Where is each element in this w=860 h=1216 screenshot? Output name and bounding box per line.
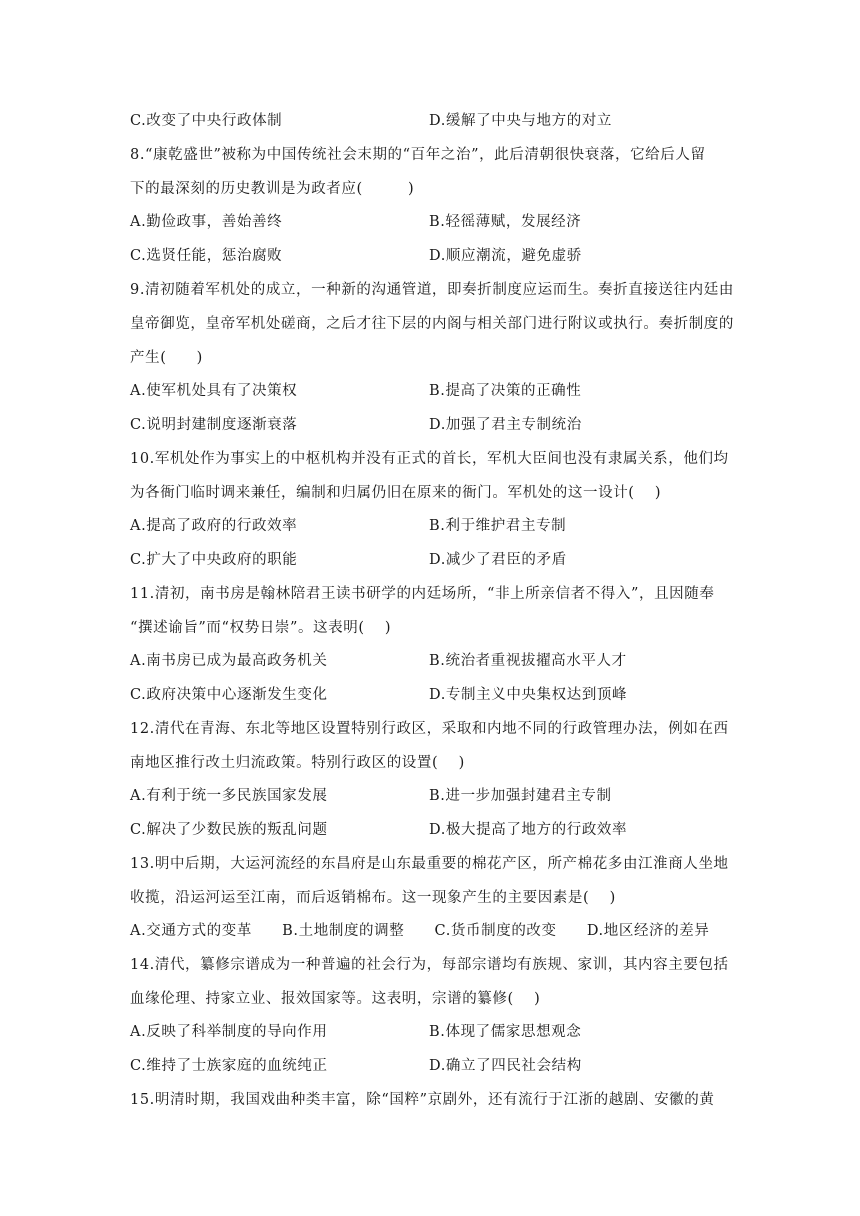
q10-option-d: D.减少了君臣的矛盾 bbox=[429, 552, 567, 568]
q11-option-d: D.专制主义中央集权达到顶峰 bbox=[429, 687, 628, 703]
q12-option-c: C.解决了少数民族的叛乱问题 bbox=[130, 822, 328, 838]
q9-option-a: A.使军机处具有了决策权 bbox=[130, 383, 298, 399]
q9-option-d: D.加强了君主专制统治 bbox=[429, 417, 582, 433]
q7-option-d: D.缓解了中央与地方的对立 bbox=[429, 113, 613, 129]
q10-stem-line-2: 为各衙门临时调来兼任，编制和归属仍旧在原来的衙门。军机处的这一设计( ) bbox=[130, 485, 662, 501]
q8-option-d: D.顺应潮流，避免虚骄 bbox=[429, 248, 582, 264]
q12-option-d: D.极大提高了地方的行政效率 bbox=[429, 822, 628, 838]
q13-stem-line-1: 13.明中后期，大运河流经的东昌府是山东最重要的棉花产区，所产棉花多由江淮商人坐地 bbox=[130, 856, 729, 872]
q14-option-b: B.体现了儒家思想观念 bbox=[429, 1024, 582, 1040]
q11-stem-line-1: 11.清初，南书房是翰林陪君王读书研学的内廷场所，“非上所亲信者不得入”，且因随奉 bbox=[130, 586, 715, 602]
q13-options-row: A.交通方式的变革 B.土地制度的调整 C.货币制度的改变 D.地区经济的差异 bbox=[130, 923, 710, 939]
q9-stem-line-3: 产生( ) bbox=[130, 350, 203, 366]
q14-option-a: A.反映了科举制度的导向作用 bbox=[130, 1024, 328, 1040]
q11-option-a: A.南书房已成为最高政务机关 bbox=[130, 653, 328, 669]
q9-stem-line-2: 皇帝御览，皇帝军机处磋商，之后才往下层的内阁与相关部门进行附议或执行。奏折制度的 bbox=[130, 316, 734, 332]
q13-stem-line-2: 收揽，沿运河运至江南，而后返销棉布。这一现象产生的主要因素是( ) bbox=[130, 890, 616, 906]
q12-stem-line-2: 南地区推行改土归流政策。特别行政区的设置( ) bbox=[130, 755, 465, 771]
q11-option-b: B.统治者重视拔擢高水平人才 bbox=[429, 653, 627, 669]
q8-option-b: B.轻徭薄赋，发展经济 bbox=[429, 214, 582, 230]
q10-option-c: C.扩大了中央政府的职能 bbox=[130, 552, 298, 568]
q14-option-d: D.确立了四民社会结构 bbox=[429, 1058, 582, 1074]
q8-option-a: A.勤俭政事，善始善终 bbox=[130, 214, 283, 230]
q12-stem-line-1: 12.清代在青海、东北等地区设置特别行政区，采取和内地不同的行政管理办法，例如在西 bbox=[130, 721, 729, 737]
q9-stem-line-1: 9.清初随着军机处的成立，一种新的沟通管道，即奏折制度应运而生。奏折直接送往内廷由 bbox=[130, 282, 734, 298]
q8-stem-line-1: 8.“康乾盛世”被称为中国传统社会末期的“百年之治”，此后清朝很快衰落，它给后人留 bbox=[130, 147, 706, 163]
q14-stem-line-2: 血缘伦理、持家立业、报效国家等。这表明，宗谱的纂修( ) bbox=[130, 991, 541, 1007]
q11-option-c: C.政府决策中心逐渐发生变化 bbox=[130, 687, 328, 703]
q9-option-c: C.说明封建制度逐渐衰落 bbox=[130, 417, 298, 433]
q15-stem-line-1: 15.明清时期，我国戏曲种类丰富，除“国粹”京剧外，还有流行于江浙的越剧、安徽的黄 bbox=[130, 1092, 715, 1108]
q10-option-b: B.利于维护君主专制 bbox=[429, 518, 567, 534]
q12-option-b: B.进一步加强封建君主专制 bbox=[429, 788, 612, 804]
q7-option-c: C.改变了中央行政体制 bbox=[130, 113, 283, 129]
q10-stem-line-1: 10.军机处作为事实上的中枢机构并没有正式的首长，军机大臣间也没有隶属关系，他们均 bbox=[130, 451, 729, 467]
q14-option-c: C.维持了士族家庭的血统纯正 bbox=[130, 1058, 328, 1074]
q10-option-a: A.提高了政府的行政效率 bbox=[130, 518, 298, 534]
q9-option-b: B.提高了决策的正确性 bbox=[429, 383, 582, 399]
q11-stem-line-2: “撰述谕旨”而“权势日崇”。这表明( ) bbox=[130, 620, 392, 636]
q14-stem-line-1: 14.清代，纂修宗谱成为一种普遍的社会行为，每部宗谱均有族规、家训，其内容主要包括 bbox=[130, 957, 729, 973]
q12-option-a: A.有利于统一多民族国家发展 bbox=[130, 788, 328, 804]
q8-stem-line-2: 下的最深刻的历史教训是为政者应( ) bbox=[130, 181, 415, 197]
q8-option-c: C.选贤任能，惩治腐败 bbox=[130, 248, 283, 264]
